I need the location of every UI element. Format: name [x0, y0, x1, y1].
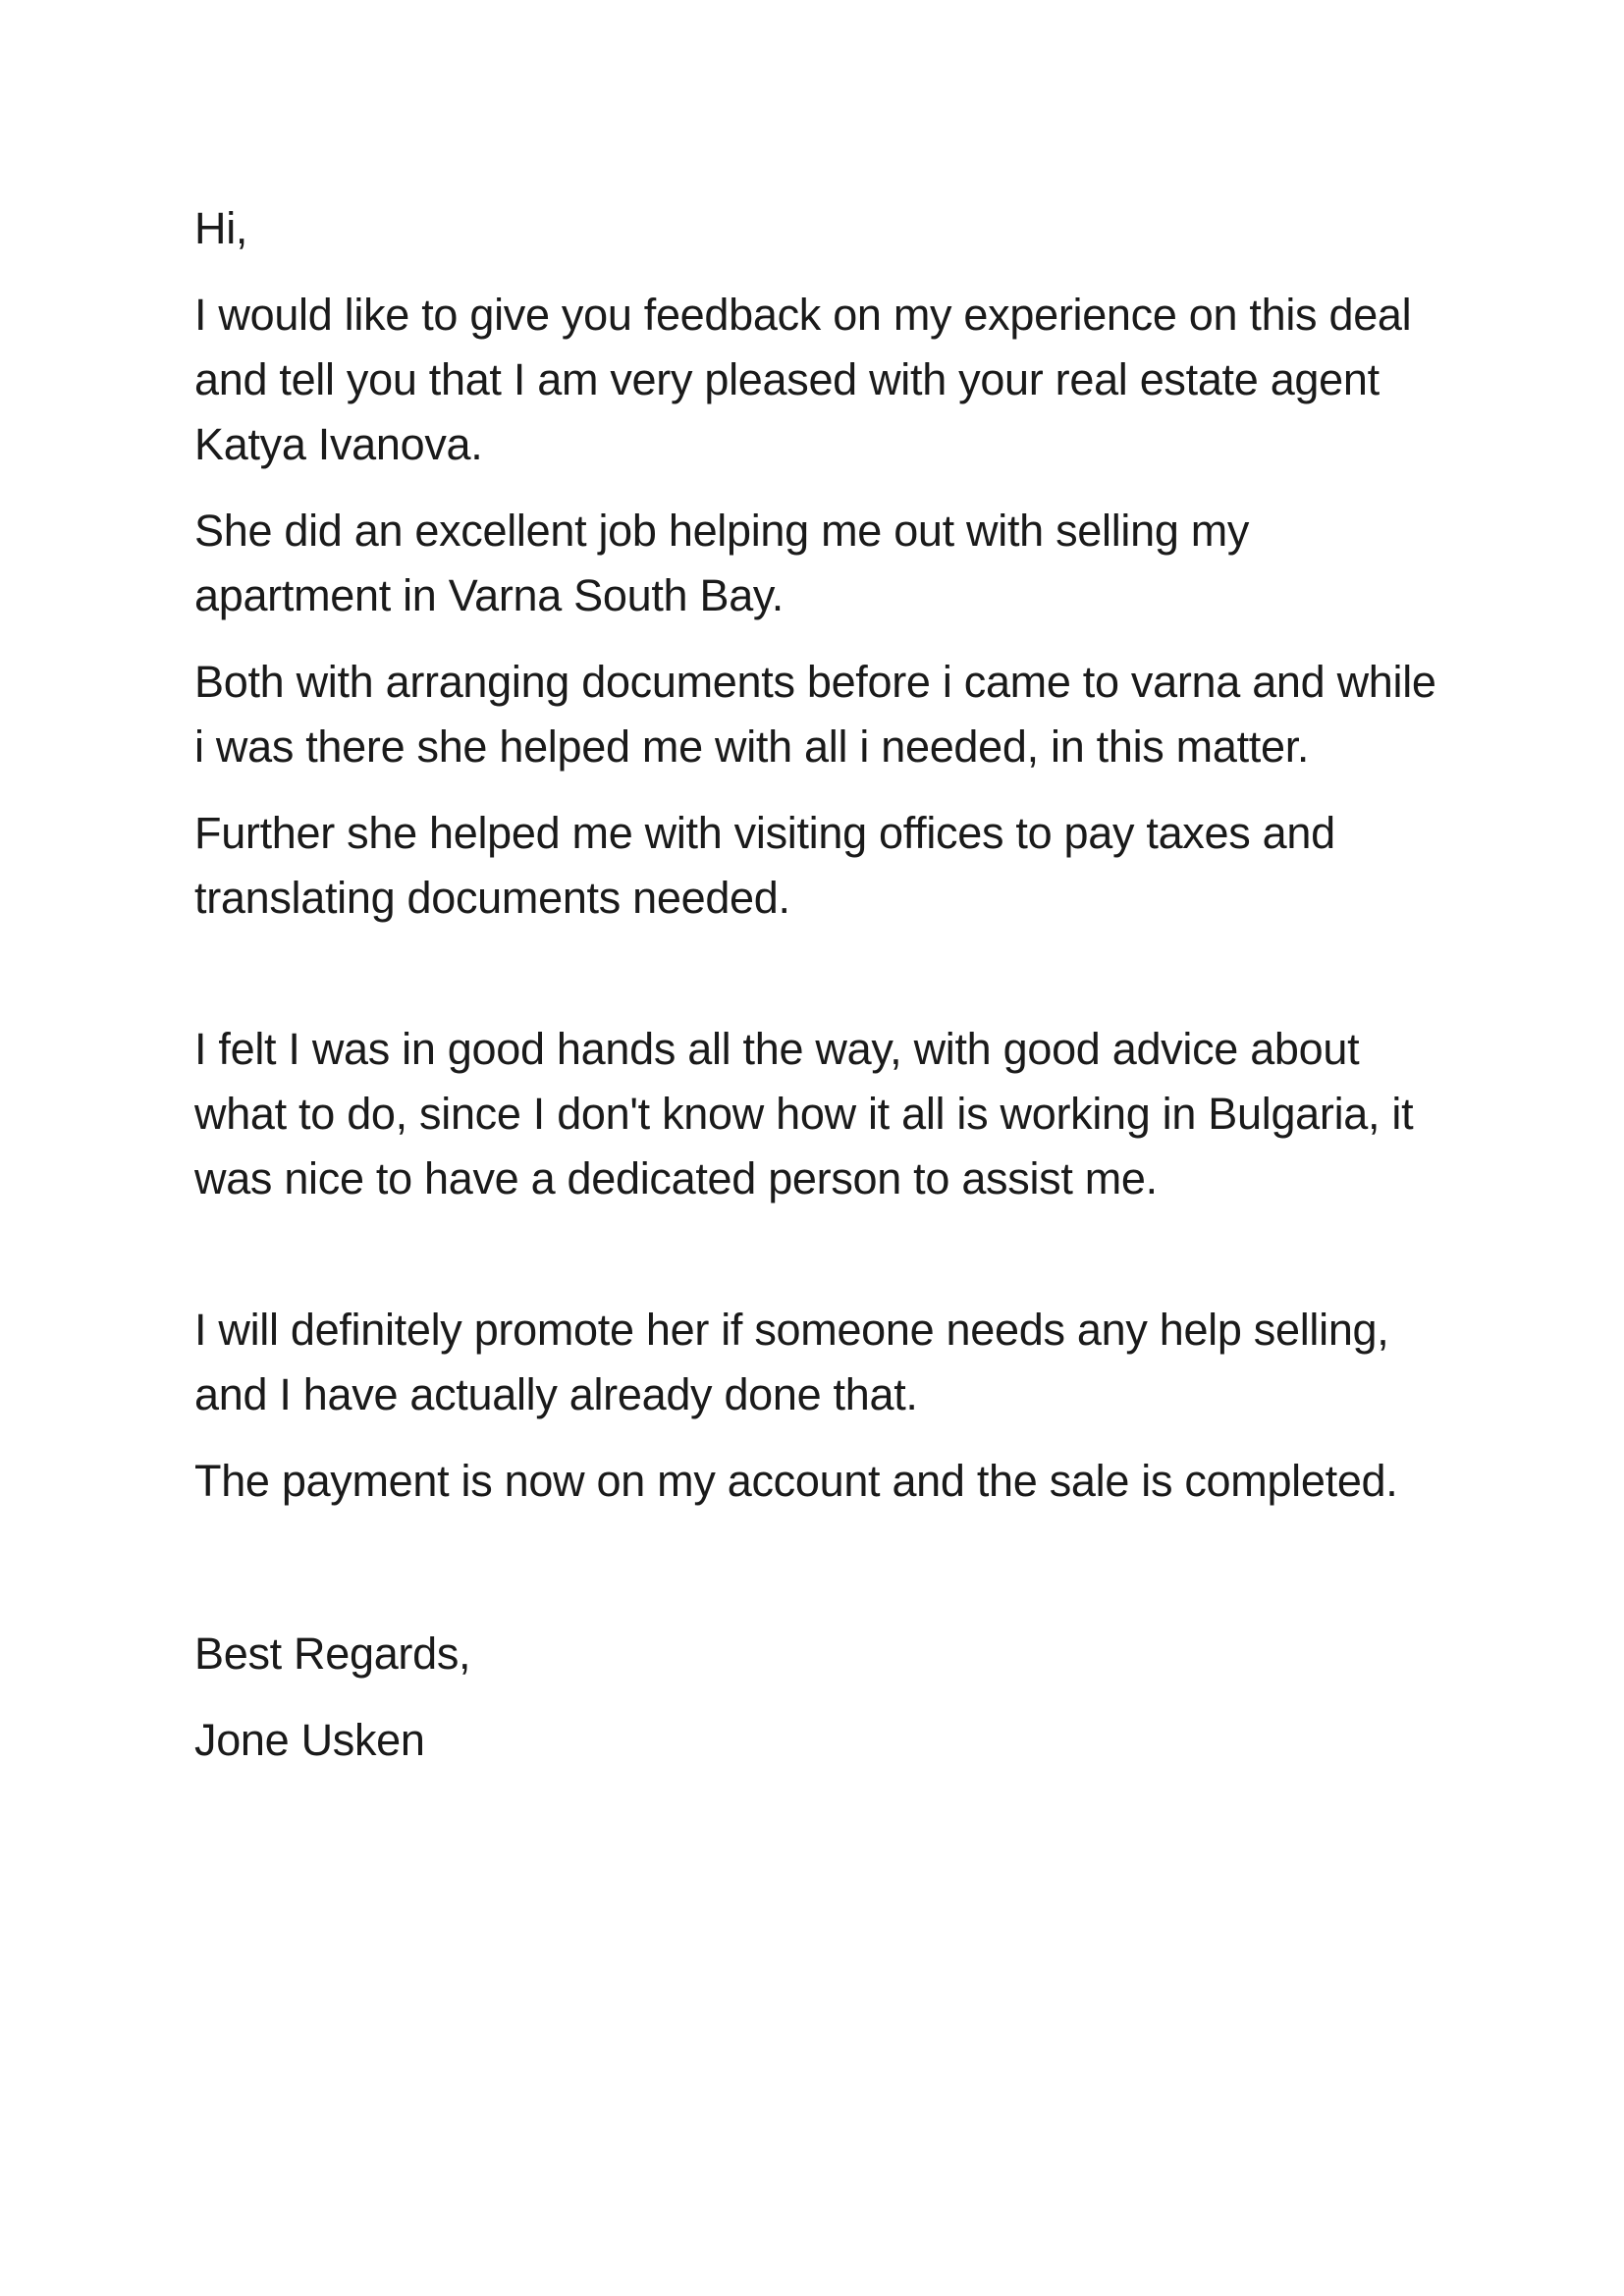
- paragraph-feedback-intro: I would like to give you feedback on my experience on this deal and tell you that I am very pleased with your real estate agent Katya Ivanova.: [194, 290, 1412, 469]
- paragraph-good-hands: I felt I was in good hands all the way, with good advice about what to do, since I don't know how it all is working in Bulgaria, it was nice to have a dedicated person to assist me.: [194, 1024, 1414, 1203]
- paragraph-promote: I will definitely promote her if someone needs any help selling, and I have actually already done that.: [194, 1305, 1389, 1419]
- letter-body: [194, 196, 1441, 1794]
- paragraph-documents: Both with arranging documents before i came to varna and while i was there she helped me with all i needed, in this matter.: [194, 657, 1436, 772]
- letter-signature: Jone Usken: [194, 1715, 425, 1765]
- paragraph-taxes: Further she helped me with visiting offices to pay taxes and translating documents needed.: [194, 808, 1335, 923]
- letter-closing: Best Regards,: [194, 1629, 471, 1679]
- paragraph-payment: The payment is now on my account and the sale is completed.: [194, 1456, 1398, 1506]
- paragraph-excellent-job: She did an excellent job helping me out with selling my apartment in Varna South Bay.: [194, 506, 1250, 620]
- letter-greeting: Hi,: [194, 203, 248, 253]
